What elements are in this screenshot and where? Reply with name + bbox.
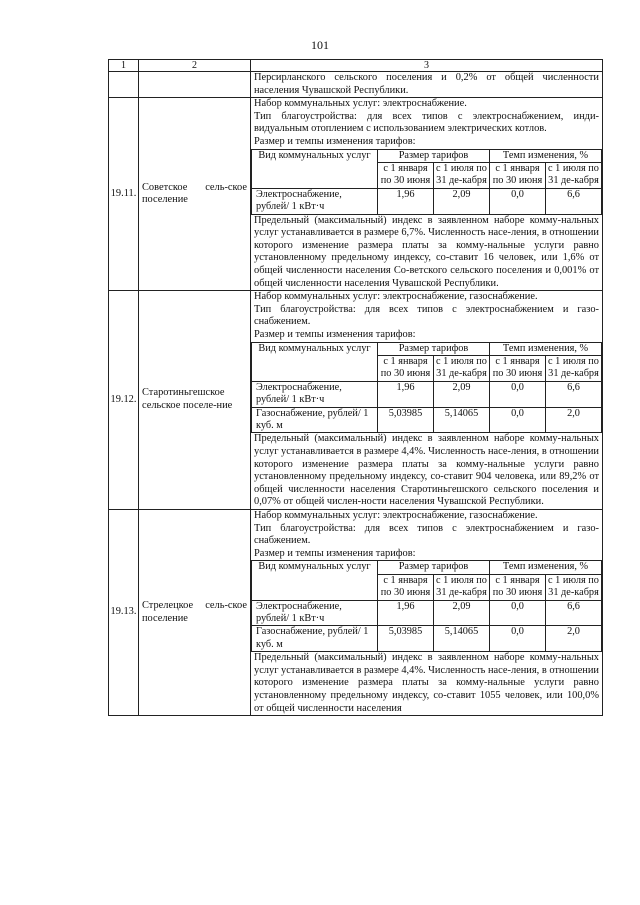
tariffs-label: Размер и темпы изменения тарифов: [254,547,416,559]
tariff-row [252,600,602,626]
rate-jul: 2,0 [546,626,602,652]
kind-header: Вид коммунальных услуг [252,342,378,381]
period-2-header: с 1 июля по 31 де-кабря [434,574,490,600]
kind-header: Вид коммунальных услуг [252,149,378,188]
period-4-header: с 1 июля по 31 де-кабря [546,162,602,188]
max-index-text: Предельный (максимальный) индекс в заявленном наборе комму-нальных услуг устанавливается в размере 4,4%. Численность насе-ления, в отношении которого изменение размера платы за комму-нальные услуги равно установленному предельному индексу, со-ставит 1055 человек, или 100,0% от общей численности населения [254,652,599,714]
period-2-header: с 1 июля по 31 де-кабря [434,355,490,381]
settlement-row [109,98,603,291]
tariffs-label: Размер и темпы изменения тарифов: [254,328,416,340]
header-col-1: 1 [109,60,139,72]
settlement-details [251,291,603,510]
service-set: Набор коммунальных услуг: электроснабжение. [254,98,467,110]
tariff-jan: 1,96 [378,188,434,214]
tariff-jul: 2,09 [434,381,490,407]
size-header: Размер тарифов [378,561,490,574]
settlement-name: Советское сель-ское поселение [139,98,251,291]
improvement-type: Тип благоустройства: для всех типов с электроснабжением, инди-видуальным отоплением с использованием электрических котлов. [254,110,599,135]
kind-header: Вид коммунальных услуг [252,561,378,600]
period-3-header: с 1 января по 30 июня [490,162,546,188]
rate-jan: 0,0 [490,600,546,626]
size-header: Размер тарифов [378,342,490,355]
tariff-jan: 1,96 [378,600,434,626]
rate-jul: 6,6 [546,600,602,626]
period-1-header: с 1 января по 30 июня [378,574,434,600]
row-number: 19.13. [109,509,139,715]
rate-header: Темп изменения, % [490,149,602,162]
period-1-header: с 1 января по 30 июня [378,355,434,381]
settlement-details [251,98,603,291]
rate-jan: 0,0 [490,407,546,433]
header-col-3: 3 [251,60,603,72]
tariffs-label: Размер и темпы изменения тарифов: [254,135,416,147]
tariff-jan: 1,96 [378,381,434,407]
row-number: 19.11. [109,98,139,291]
max-index-text: Предельный (максимальный) индекс в заявленном наборе комму-нальных услуг устанавливается в размере 6,7%. Численность насе-ления, в отношении которого изменение размера платы за комму-нальные услуги равно установленному предельному индексу, со-ставит 16 человек, или 1,6% от общей численности населения Со-ветского сельского поселения и 0,001% от общей численности населения Чувашской Республики. [254,214,599,289]
continuation-row [109,72,603,98]
rate-jan: 0,0 [490,381,546,407]
settlement-details [251,509,603,715]
rate-jul: 2,0 [546,407,602,433]
rate-jan: 0,0 [490,188,546,214]
period-4-header: с 1 июля по 31 де-кабря [546,574,602,600]
settlement-row [109,291,603,510]
size-header: Размер тарифов [378,149,490,162]
tariff-table [251,560,602,652]
rate-jul: 6,6 [546,188,602,214]
period-4-header: с 1 июля по 31 де-кабря [546,355,602,381]
period-1-header: с 1 января по 30 июня [378,162,434,188]
improvement-type: Тип благоустройства: для всех типов с электроснабжением и газо-снабжением. [254,303,599,328]
settlement-name: Старотиньгешское сельское поселе-ние [139,291,251,510]
tariff-table [251,149,602,215]
service-name: Электроснабжение, рублей/ 1 кВт·ч [252,600,378,626]
rate-jan: 0,0 [490,626,546,652]
tariff-jul: 5,14065 [434,407,490,433]
tariff-jan: 5,03985 [378,407,434,433]
tariff-table [251,342,602,434]
tariff-row [252,407,602,433]
continuation-text: Персирланского сельского поселения и 0,2% от общей численности населения Чувашской Республики. [251,72,603,98]
period-2-header: с 1 июля по 31 де-кабря [434,162,490,188]
improvement-type: Тип благоустройства: для всех типов с электроснабжением и газо-снабжением. [254,522,599,547]
service-set: Набор коммунальных услуг: электроснабжение, газоснабжение. [254,291,538,303]
rate-header: Темп изменения, % [490,561,602,574]
row-number: 19.12. [109,291,139,510]
header-col-2: 2 [139,60,251,72]
settlement-row [109,509,603,715]
settlement-name: Стрелецкое сель-ское поселение [139,509,251,715]
service-name: Газоснабжение, рублей/ 1 куб. м [252,407,378,433]
page-number: 101 [311,38,329,52]
rate-header: Темп изменения, % [490,342,602,355]
tariff-row [252,188,602,214]
tariff-jul: 2,09 [434,600,490,626]
service-set: Набор коммунальных услуг: электроснабжение, газоснабжение. [254,509,538,521]
tariff-row [252,626,602,652]
tariff-jan: 5,03985 [378,626,434,652]
table-header-row [109,60,603,72]
max-index-text: Предельный (максимальный) индекс в заявленном наборе комму-нальных услуг устанавливается в размере 4,4%. Численность насе-ления, в отношении которого изменение размера платы за комму-нальные услуги равно установленному предельному индексу, со-ставит 904 человека, или 89,2% от общей численности населения Старотиньгешского сельского поселения и 0,07% от общей числен-ности населения Чувашской Республики. [254,433,599,508]
tariff-jul: 2,09 [434,188,490,214]
rate-jul: 6,6 [546,381,602,407]
service-name: Электроснабжение, рублей/ 1 кВт·ч [252,188,378,214]
municipal-tariff-table [108,59,603,716]
period-3-header: с 1 января по 30 июня [490,355,546,381]
service-name: Электроснабжение, рублей/ 1 кВт·ч [252,381,378,407]
service-name: Газоснабжение, рублей/ 1 куб. м [252,626,378,652]
tariff-jul: 5,14065 [434,626,490,652]
period-3-header: с 1 января по 30 июня [490,574,546,600]
tariff-row [252,381,602,407]
